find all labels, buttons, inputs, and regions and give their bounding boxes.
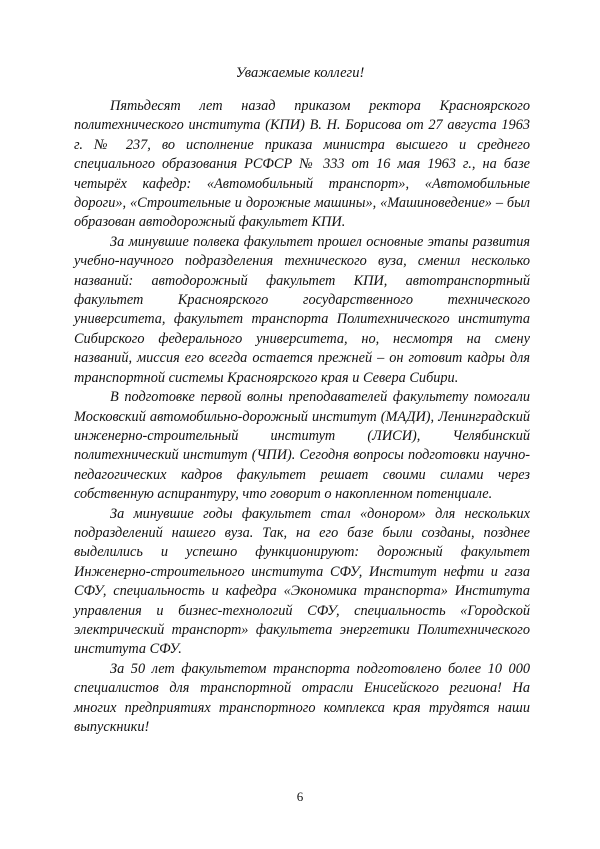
greeting-heading: Уважаемые коллеги! — [235, 65, 365, 81]
letter-body — [74, 97, 530, 737]
paragraph-donor: За минувшие годы факультет стал «донором» для нескольких подразделений нашего вуза. Так, на его базе были созданы, позднее выделились и успешно функционируют: дорожный факультет Инженерно-строительного института СФУ, Институт нефти и газа СФУ, специальность и кафедра «Экономика транспорта» Института управления и бизнес-технологий СФУ, специальность «Городской электрический транспорт» факультета энергетики Политехнического института СФУ. — [74, 505, 530, 658]
paragraph-history: Пятьдесят лет назад приказом ректора Красноярского политехнического института (КПИ) В. Н. Борисова от 27 августа 1963 г. № 237, во исполнение приказа министра высшего и среднего специального образования РСФСР № 333 от 16 мая 1963 г., на базе четырёх кафедр: «Автомобильный транспорт», «Автомобильные дороги», «Строительные и дорожные машины», «Машиноведение» – был образован автодорожный факультет КПИ. — [74, 98, 530, 231]
paragraph-graduates: За 50 лет факультетом транспорта подготовлено более 10 000 специалистов для транспортной отрасли Енисейского региона! На многих предприятиях транспортного комплекса края трудятся наши выпускники! — [74, 660, 530, 735]
paragraph-teachers: В подготовке первой волны преподавателей факультету помогали Московский автомобильно-дорожный институт (МАДИ), Ленинградский инженерно-строительный институт (ЛИСИ), Челябинский политехнический институт (ЧПИ). Сегодня вопросы подготовки научно-педагогических кадров факультет решает своими силами через собственную аспирантуру, что говорит о накопленном потенциале. — [74, 389, 530, 503]
page-number: 6 — [296, 789, 304, 804]
paragraph-names: За минувшие полвека факультет прошел основные этапы развития учебно-научного подразделения технического вуза, сменил несколько названий: автодорожный факультет КПИ, автотранспортный факультет Красноярского государственного технического университета, факультет транспорта Политехнического института Сибирского федерального университета, но, несмотря на смену названий, миссия его всегда остается прежней – он готовит кадры для транспортной системы Красноярского края и Севера Сибири. — [74, 233, 530, 386]
